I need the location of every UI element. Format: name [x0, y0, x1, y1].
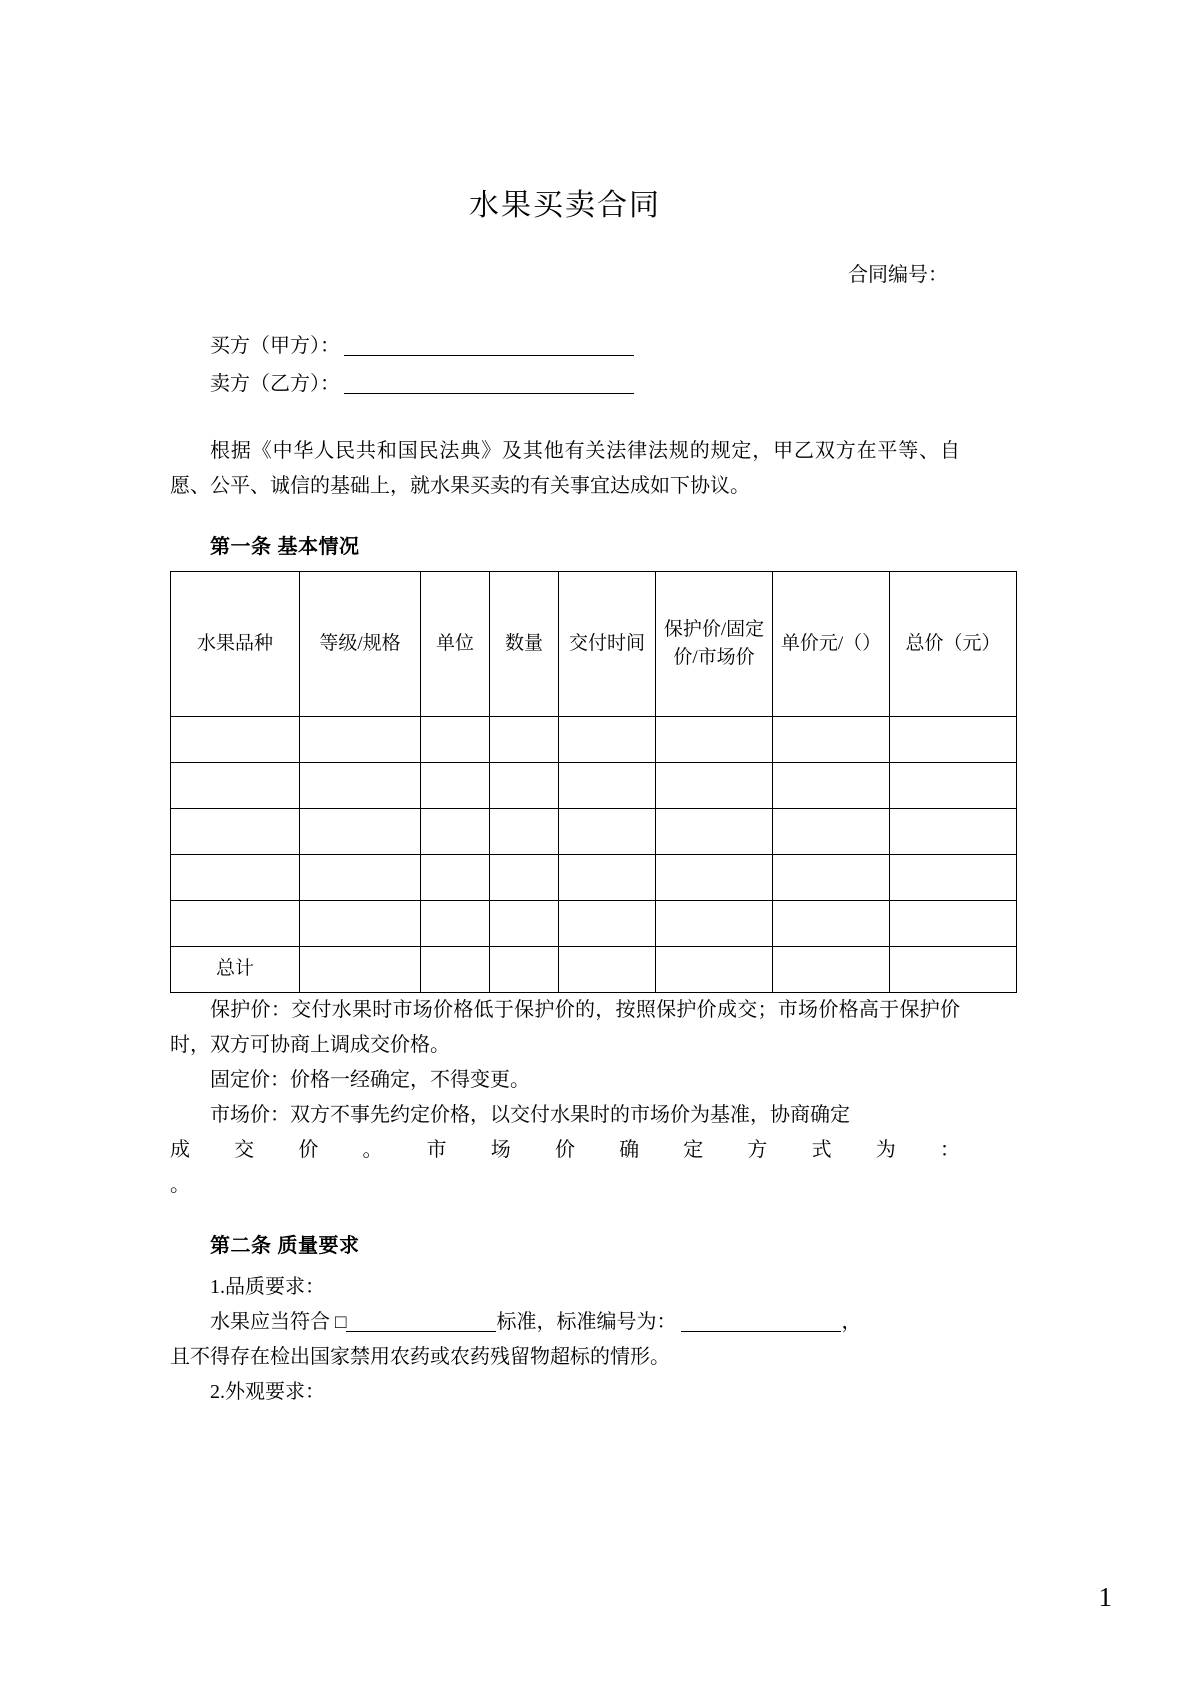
table-cell[interactable]	[773, 809, 890, 855]
party-block	[170, 329, 960, 396]
table-cell[interactable]	[559, 901, 656, 947]
justified-char: 定	[683, 1139, 704, 1161]
table-row	[171, 855, 1017, 901]
table-header-cell: 单价元/（）	[773, 572, 890, 717]
table-cell[interactable]	[171, 763, 300, 809]
checkbox-icon[interactable]: □	[335, 1312, 347, 1333]
table-header-row	[171, 572, 1017, 717]
goods-table-body	[171, 717, 1017, 993]
justified-char: 市	[426, 1139, 447, 1161]
table-cell[interactable]	[559, 809, 656, 855]
justified-char: 为	[875, 1139, 896, 1161]
table-row	[171, 901, 1017, 947]
table-header-cell: 总价（元）	[890, 572, 1017, 717]
document-content	[170, 0, 1001, 1410]
table-header-cell: 单位	[421, 572, 490, 717]
table-cell[interactable]	[300, 855, 421, 901]
quality-standard-suffix: ，	[841, 1311, 862, 1333]
table-header-cell: 等级/规格	[300, 572, 421, 717]
standard-name-blank[interactable]	[346, 1331, 496, 1332]
justified-char: 价	[298, 1139, 319, 1161]
justified-char: ：	[939, 1139, 960, 1161]
note-market-price-first-line: 市场价：双方不事先约定价格，以交付水果时的市场价为基准，协商确定	[210, 1104, 850, 1126]
table-row	[171, 809, 1017, 855]
table-cell[interactable]	[171, 855, 300, 901]
table-cell[interactable]	[773, 947, 890, 993]
table-cell[interactable]	[300, 717, 421, 763]
table-cell[interactable]	[773, 901, 890, 947]
table-cell[interactable]	[171, 717, 300, 763]
table-cell[interactable]	[656, 947, 773, 993]
table-cell[interactable]	[421, 901, 490, 947]
table-cell[interactable]	[421, 855, 490, 901]
table-cell[interactable]	[656, 809, 773, 855]
table-cell[interactable]	[656, 763, 773, 809]
page-title: 水果买卖合同	[469, 189, 661, 222]
justified-char: 成	[170, 1139, 190, 1161]
table-cell[interactable]	[559, 717, 656, 763]
contract-number-row	[170, 258, 960, 287]
table-cell[interactable]	[890, 809, 1017, 855]
table-cell[interactable]	[171, 809, 300, 855]
table-cell[interactable]	[300, 763, 421, 809]
article-2-item-1-body	[170, 1305, 960, 1340]
table-header-cell: 保护价/固定价/市场价	[656, 572, 773, 717]
article-2-item-1-continuation: 且不得存在检出国家禁用农药或农药残留物超标的情形。	[170, 1346, 670, 1368]
table-cell[interactable]	[421, 717, 490, 763]
justified-char: 确	[619, 1139, 640, 1161]
table-cell[interactable]	[890, 763, 1017, 809]
justified-char: 方	[747, 1139, 768, 1161]
table-cell[interactable]	[171, 901, 300, 947]
quality-standard-prefix: 水果应当符合	[210, 1311, 330, 1333]
justified-char: 交	[234, 1139, 255, 1161]
table-cell[interactable]	[890, 717, 1017, 763]
buyer-blank[interactable]	[344, 355, 634, 356]
table-header-cell: 水果品种	[171, 572, 300, 717]
justified-char: 式	[811, 1139, 832, 1161]
seller-label: 卖方（乙方）：	[210, 373, 340, 395]
note-market-price-tail: 。	[170, 1174, 190, 1196]
table-cell[interactable]	[656, 717, 773, 763]
buyer-label: 买方（甲方）：	[210, 335, 340, 357]
note-fixed-price: 固定价：价格一经确定，不得变更。	[210, 1069, 530, 1091]
justified-char: 场	[490, 1139, 511, 1161]
table-cell[interactable]	[300, 947, 421, 993]
note-market-price-justified-line	[170, 1133, 960, 1168]
preamble-paragraph: 根据《中华人民共和国民法典》及其他有关法律法规的规定，甲乙双方在平等、自愿、公平、诚信的基础上，就水果买卖的有关事宜达成如下协议。	[170, 440, 960, 497]
buyer-line	[210, 329, 960, 358]
table-cell[interactable]	[656, 855, 773, 901]
article-2-heading: 第二条 质量要求	[210, 1235, 360, 1257]
note-protected-price: 保护价：交付水果时市场价格低于保护价的，按照保护价成交；市场价格高于保护价时，双方可协商上调成交价格。	[170, 999, 960, 1056]
table-cell[interactable]	[490, 901, 559, 947]
article-2-item-1-label: 1.品质要求：	[210, 1276, 325, 1298]
table-cell[interactable]	[421, 809, 490, 855]
quality-standard-mid: 标准，标准编号为：	[496, 1311, 677, 1333]
table-total-row	[171, 947, 1017, 993]
page-number: 1	[1098, 1582, 1112, 1612]
table-cell[interactable]	[490, 855, 559, 901]
table-cell[interactable]	[300, 809, 421, 855]
table-cell[interactable]	[656, 901, 773, 947]
seller-line	[210, 367, 960, 396]
table-cell[interactable]	[559, 763, 656, 809]
goods-table	[170, 571, 1017, 993]
table-cell[interactable]	[490, 763, 559, 809]
justified-char: 。	[362, 1139, 383, 1161]
table-cell[interactable]	[559, 947, 656, 993]
table-cell[interactable]	[490, 947, 559, 993]
table-cell[interactable]	[773, 717, 890, 763]
table-row	[171, 763, 1017, 809]
table-cell[interactable]	[490, 717, 559, 763]
goods-table-head	[171, 572, 1017, 717]
contract-number-label: 合同编号：	[848, 264, 948, 286]
table-cell[interactable]	[890, 947, 1017, 993]
table-cell[interactable]	[490, 809, 559, 855]
table-total-label: 总计	[171, 947, 300, 993]
table-row	[171, 717, 1017, 763]
table-cell[interactable]	[890, 855, 1017, 901]
seller-blank[interactable]	[344, 393, 634, 394]
table-header-cell: 数量	[490, 572, 559, 717]
table-cell[interactable]	[773, 855, 890, 901]
table-cell[interactable]	[559, 855, 656, 901]
justified-char: 价	[554, 1139, 575, 1161]
article-2-item-2-label: 2.外观要求：	[210, 1381, 325, 1403]
table-cell[interactable]	[773, 763, 890, 809]
standard-number-blank[interactable]	[681, 1331, 841, 1332]
article-1-heading: 第一条 基本情况	[210, 536, 360, 558]
table-cell[interactable]	[421, 763, 490, 809]
table-header-cell: 交付时间	[559, 572, 656, 717]
table-cell[interactable]	[421, 947, 490, 993]
table-cell[interactable]	[890, 901, 1017, 947]
table-cell[interactable]	[300, 901, 421, 947]
